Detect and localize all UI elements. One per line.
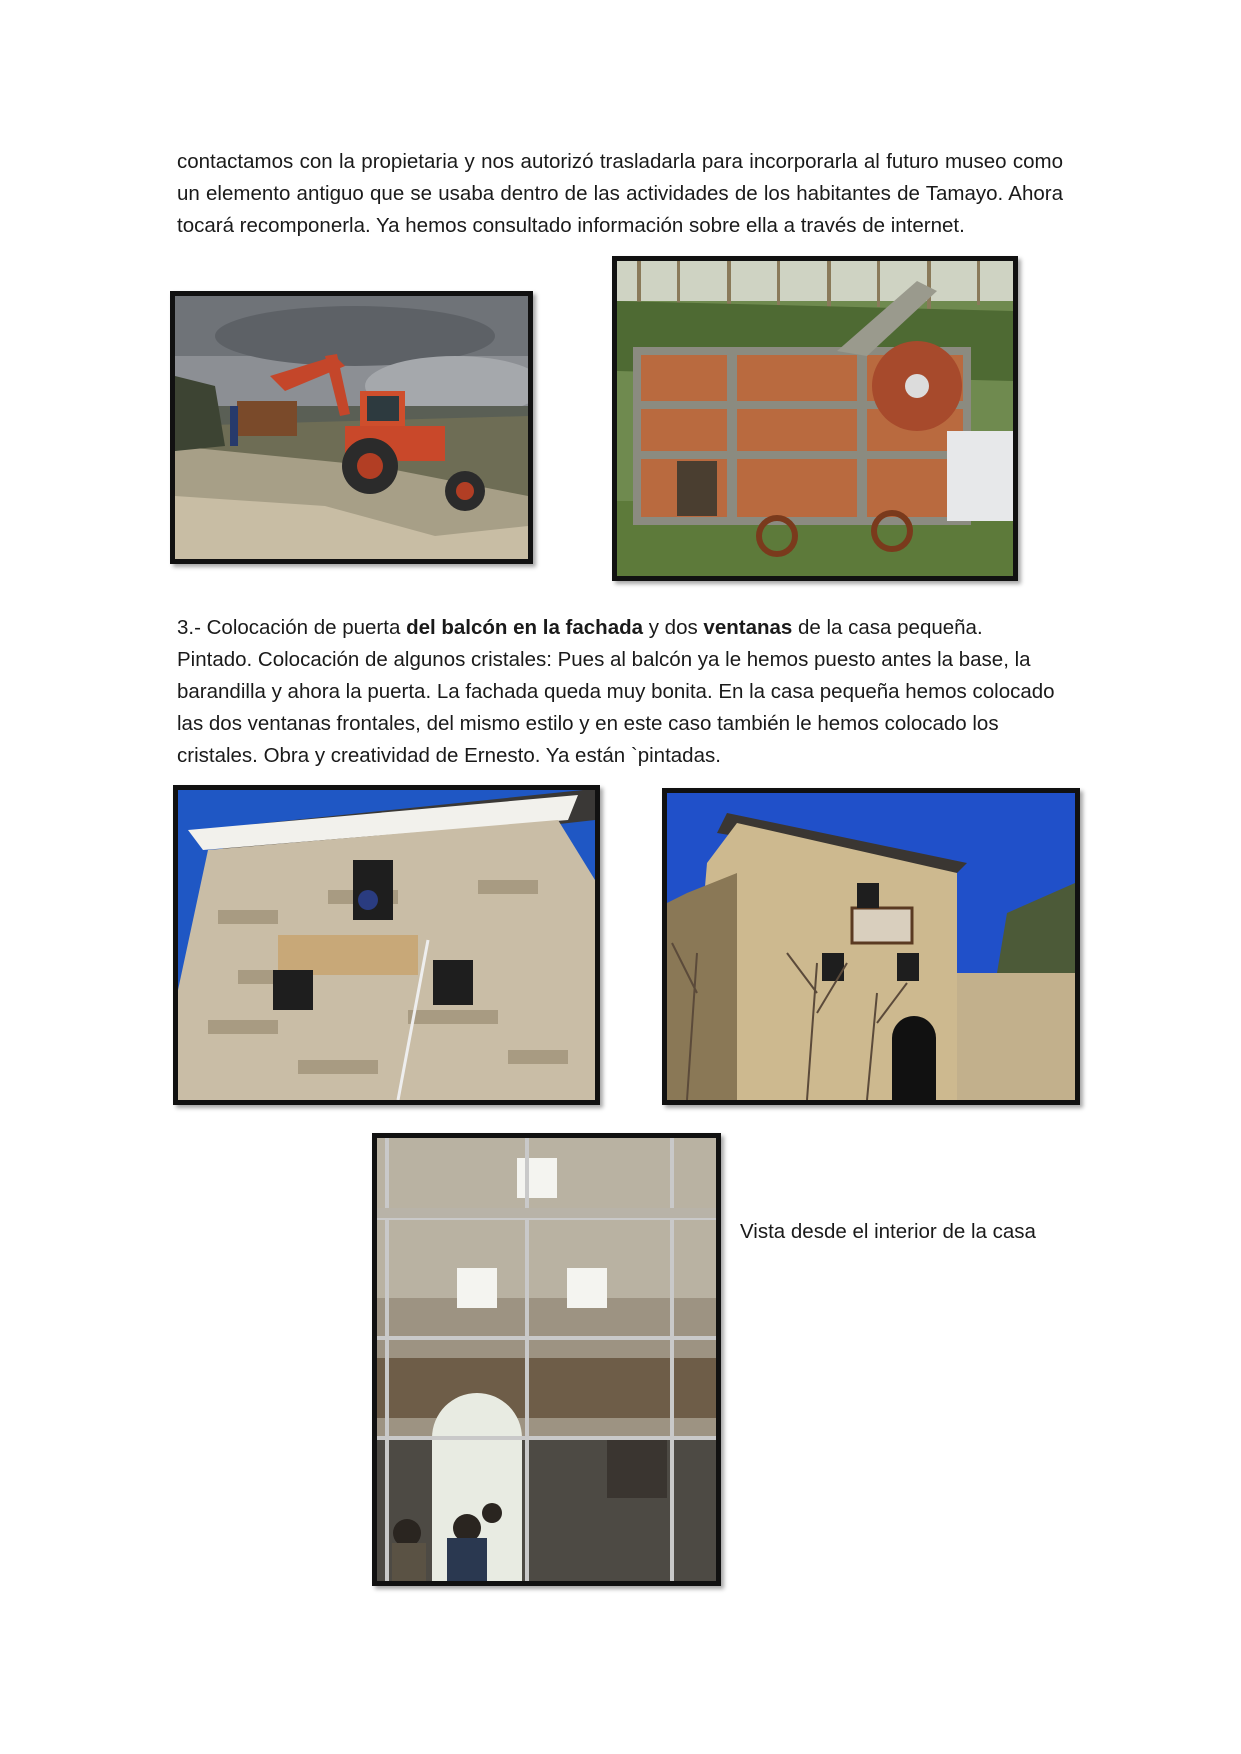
- bold-text-run: ventanas: [703, 616, 793, 639]
- facade-photo: [173, 785, 600, 1105]
- text-run: de la casa pequeña. Pintado. Colocación de algunos cristales: Pues al balcón ya le hemos puesto antes la base, la barandilla y ahora la puerta. La fachada queda muy bonita. En la casa pequeña hemos colocado las dos ventanas frontales, del mismo estilo y en este caso también le hemos colocado los cristales. Obra y creatividad de Ernesto. Ya están `pintadas.: [177, 616, 1055, 767]
- tower-photo: [662, 788, 1080, 1105]
- bold-text-run: del balcón en la fachada: [406, 616, 644, 639]
- paragraph-section-3: [177, 612, 1063, 772]
- text-run: y dos: [643, 616, 704, 639]
- paragraph-intro: contactamos con la propietaria y nos autorizó trasladarla para incorporarla al futuro museo como un elemento antiguo que se usaba dentro de las actividades de los habitantes de Tamayo. Ahora tocará recomponerla. Ya hemos consultado información sobre ella a través de internet.: [177, 150, 1063, 237]
- tractor-photo: [170, 291, 533, 564]
- photo-caption: Vista desde el interior de la casa: [740, 1220, 1036, 1243]
- interior-photo: [372, 1133, 721, 1586]
- text-run: 3.- Colocación de puerta: [177, 616, 407, 639]
- winnower-photo: [612, 256, 1018, 581]
